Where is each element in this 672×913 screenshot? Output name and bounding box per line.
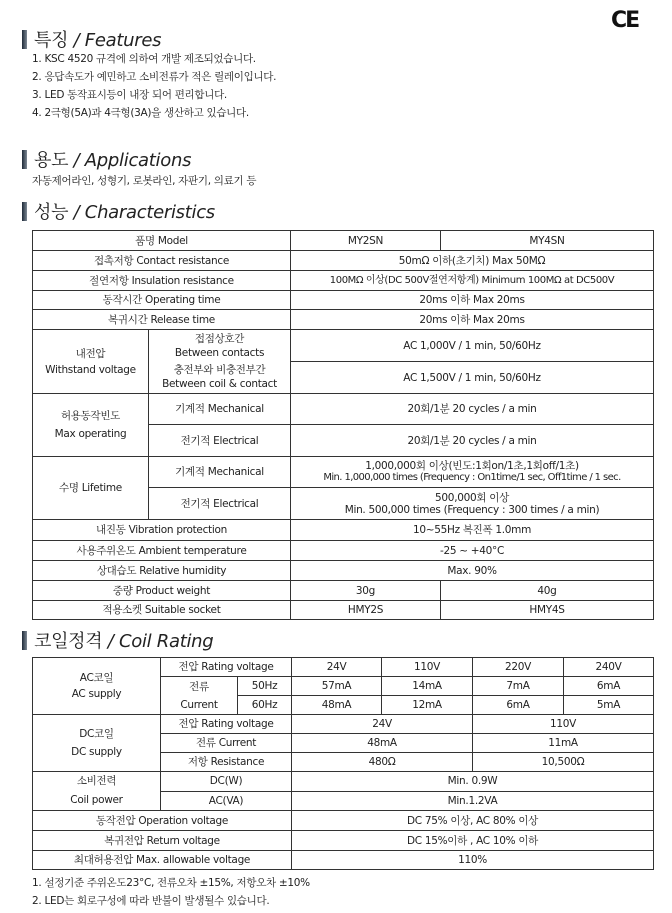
- max-operating-elec-label: 전기적 Electrical: [149, 425, 291, 457]
- ac-coil-label: [33, 658, 161, 715]
- table-row: [33, 772, 654, 792]
- coil-power-label-en: Coil power: [70, 794, 123, 806]
- lifetime-mech-value: [291, 457, 654, 488]
- ac-voltage-value: 220V: [473, 658, 564, 677]
- coil-rating-table: [32, 657, 654, 870]
- between-contacts-en: Between contacts: [174, 346, 265, 359]
- table-row: [33, 541, 654, 561]
- max-operating-label-en: Max operating: [54, 428, 127, 440]
- lifetime-mech-label: 기계적 Mechanical: [149, 457, 291, 488]
- socket-my4sn: HMY4S: [441, 601, 654, 620]
- feature-item: 3. LED 동작표시등이 내장 되어 편리합니다.: [32, 89, 227, 101]
- withstand-label-ko: 내전압: [75, 347, 106, 360]
- lifetime-label: 수명 Lifetime: [33, 457, 149, 520]
- heading-bar-icon: [22, 150, 27, 169]
- coil-power-dc-value: Min. 0.9W: [292, 772, 654, 792]
- dc-voltage-value: 110V: [473, 715, 654, 734]
- weight-my2sn: 30g: [291, 581, 441, 601]
- coil-power-dc-label: DC(W): [161, 772, 292, 792]
- table-row: [33, 330, 654, 362]
- applications-title-ko: 용도: [34, 150, 69, 171]
- characteristics-title-ko: 성능: [34, 202, 69, 223]
- release-time-value: 20ms 이하 Max 20ms: [291, 310, 654, 330]
- characteristics-heading: [22, 198, 215, 224]
- insulation-resistance-value: 100MΩ 이상(DC 500V절연저항계) Minimum 100MΩ at DC500V: [291, 271, 654, 291]
- characteristics-title-en: / Characteristics: [73, 202, 215, 223]
- dc-resistance-value: 480Ω: [292, 753, 473, 772]
- ac-current-label: [161, 677, 238, 715]
- withstand-label-en: Withstand voltage: [45, 363, 136, 376]
- humidity-label: 상대습도 Relative humidity: [33, 561, 291, 581]
- coil-power-ac-value: Min.1.2VA: [292, 791, 654, 811]
- features-list: [32, 50, 276, 122]
- features-title-ko: 특징: [34, 30, 69, 51]
- ac-current-label-ko: 전류: [189, 680, 209, 693]
- ac-current-label-en: Current: [180, 698, 218, 711]
- between-coil-contact-ko: 충전부와 비충전부간: [173, 364, 266, 377]
- weight-my4sn: 40g: [441, 581, 654, 601]
- heading-bar-icon: [22, 202, 27, 221]
- dc-current-label: 전류 Current: [161, 734, 292, 753]
- ac-voltage-value: 110V: [382, 658, 473, 677]
- operation-voltage-label: 동작전압 Operation voltage: [33, 811, 292, 831]
- table-row: [33, 271, 654, 291]
- table-row: [33, 715, 654, 734]
- dc-resistance-label: 저항 Resistance: [161, 753, 292, 772]
- max-operating-mech-value: 20회/1분 20 cycles / a min: [291, 394, 654, 425]
- table-row: [33, 581, 654, 601]
- between-contacts-ko: 접점상호간: [194, 332, 245, 345]
- ac-current-50-value: 14mA: [382, 677, 473, 696]
- table-row: [33, 457, 654, 488]
- return-voltage-label: 복귀전압 Return voltage: [33, 831, 292, 851]
- applications-title-en: / Applications: [73, 150, 192, 171]
- table-row: [33, 310, 654, 330]
- withstand-label: [33, 330, 149, 394]
- max-voltage-value: 110%: [292, 851, 654, 870]
- between-coil-contact-value: AC 1,500V / 1 min, 50/60Hz: [291, 362, 654, 394]
- release-time-label: 복귀시간 Release time: [33, 310, 291, 330]
- lifetime-elec-value: [291, 488, 654, 520]
- lifetime-elec-label: 전기적 Electrical: [149, 488, 291, 520]
- feature-item: 4. 2극형(5A)과 4극형(3A)을 생산하고 있습니다.: [32, 107, 249, 119]
- model-my2sn: MY2SN: [291, 231, 441, 251]
- lifetime-mech-value-ko: 1,000,000회 이상(빈도:1회on/1초,1회off/1초): [365, 460, 579, 472]
- max-operating-label-ko: 허용동작빈도: [60, 410, 121, 422]
- operation-voltage-value: DC 75% 이상, AC 80% 이상: [292, 811, 654, 831]
- table-row: [33, 520, 654, 541]
- coil-power-label-ko: 소비전력: [76, 775, 117, 787]
- dc-coil-label-en: DC supply: [71, 746, 122, 758]
- characteristics-table: [32, 230, 654, 620]
- socket-my2sn: HMY2S: [291, 601, 441, 620]
- humidity-value: Max. 90%: [291, 561, 654, 581]
- ac-current-50-value: 57mA: [292, 677, 382, 696]
- max-operating-elec-value: 20회/1분 20 cycles / a min: [291, 425, 654, 457]
- dc-voltage-value: 24V: [292, 715, 473, 734]
- lifetime-mech-value-en: Min. 1,000,000 times (Frequency : On1time/1 sec, Off1time / 1 sec.: [323, 472, 621, 483]
- socket-label: 적용소켓 Suitable socket: [33, 601, 291, 620]
- features-heading: [22, 26, 161, 52]
- table-row: [33, 851, 654, 870]
- applications-heading: [22, 146, 191, 172]
- vibration-label: 내진동 Vibration protection: [33, 520, 291, 541]
- lifetime-elec-value-ko: 500,000회 이상: [435, 491, 509, 504]
- table-row: [33, 811, 654, 831]
- between-coil-contact-en: Between coil & contact: [162, 378, 277, 391]
- lifetime-elec-value-en: Min. 500,000 times (Frequency : 300 times / a min): [344, 503, 600, 516]
- return-voltage-value: DC 15%이하 , AC 10% 이하: [292, 831, 654, 851]
- ac-voltage-value: 24V: [292, 658, 382, 677]
- dc-voltage-label: 전압 Rating voltage: [161, 715, 292, 734]
- between-contacts-value: AC 1,000V / 1 min, 50/60Hz: [291, 330, 654, 362]
- table-row: [33, 251, 654, 271]
- ac-voltage-value: 240V: [564, 658, 654, 677]
- table-row: [33, 658, 654, 677]
- ac-coil-label-en: AC supply: [71, 688, 122, 700]
- feature-item: 2. 응답속도가 예민하고 소비전류가 적은 릴레이입니다.: [32, 71, 277, 83]
- between-contacts-label: [149, 330, 291, 362]
- ambient-temp-label: 사용주위온도 Ambient temperature: [33, 541, 291, 561]
- coil-power-ac-label: AC(VA): [161, 791, 292, 811]
- note-item: 1. 설정기준 주위온도23°C, 전류오차 ±15%, 저항오차 ±10%: [32, 877, 310, 889]
- vibration-value: 10~55Hz 복진폭 1.0mm: [291, 520, 654, 541]
- table-row: [33, 231, 654, 251]
- contact-resistance-value: 50mΩ 이하(초기치) Max 50MΩ: [291, 251, 654, 271]
- operating-time-label: 동작시간 Operating time: [33, 291, 291, 310]
- max-operating-label: [33, 394, 149, 457]
- weight-label: 중량 Product weight: [33, 581, 291, 601]
- table-row: [33, 561, 654, 581]
- coil-heading: [22, 627, 213, 653]
- contact-resistance-label: 접촉저항 Contact resistance: [33, 251, 291, 271]
- ac-current-60-value: 48mA: [292, 696, 382, 715]
- dc-current-value: 11mA: [473, 734, 654, 753]
- feature-item: 1. KSC 4520 규격에 의하여 개발 제조되었습니다.: [32, 53, 256, 65]
- dc-resistance-value: 10,500Ω: [473, 753, 654, 772]
- notes: [32, 874, 310, 910]
- table-row: [33, 291, 654, 310]
- coil-title-ko: 코일정격: [34, 631, 103, 652]
- model-label: 품명 Model: [33, 231, 291, 251]
- heading-bar-icon: [22, 631, 27, 650]
- ce-mark-logo: CE: [611, 8, 639, 33]
- ac-current-60-value: 5mA: [564, 696, 654, 715]
- ac-current-60-value: 6mA: [473, 696, 564, 715]
- coil-title-en: / Coil Rating: [107, 631, 214, 652]
- max-operating-mech-label: 기계적 Mechanical: [149, 394, 291, 425]
- dc-coil-label-ko: DC코일: [79, 728, 114, 740]
- dc-current-value: 48mA: [292, 734, 473, 753]
- max-voltage-label: 최대허용전압 Max. allowable voltage: [33, 851, 292, 870]
- between-coil-contact-label: [149, 362, 291, 394]
- dc-coil-label: [33, 715, 161, 772]
- table-row: [33, 394, 654, 425]
- ac-60hz-label: 60Hz: [238, 696, 292, 715]
- table-row: [33, 831, 654, 851]
- insulation-resistance-label: 절연저항 Insulation resistance: [33, 271, 291, 291]
- coil-power-label: [33, 772, 161, 811]
- features-title-en: / Features: [73, 30, 162, 51]
- note-item: 2. LED는 회로구성에 따라 반불이 발생될수 있습니다.: [32, 895, 270, 907]
- ambient-temp-value: -25 ~ +40°C: [291, 541, 654, 561]
- heading-bar-icon: [22, 30, 27, 49]
- ac-coil-label-ko: AC코일: [79, 672, 114, 684]
- ac-current-50-value: 7mA: [473, 677, 564, 696]
- ac-voltage-label: 전압 Rating voltage: [161, 658, 292, 677]
- applications-text: 자동제어라인, 성형기, 로봇라인, 자판기, 의료기 등: [32, 175, 257, 187]
- ac-current-60-value: 12mA: [382, 696, 473, 715]
- ac-50hz-label: 50Hz: [238, 677, 292, 696]
- ac-current-50-value: 6mA: [564, 677, 654, 696]
- model-my4sn: MY4SN: [441, 231, 654, 251]
- table-row: [33, 601, 654, 620]
- operating-time-value: 20ms 이하 Max 20ms: [291, 291, 654, 310]
